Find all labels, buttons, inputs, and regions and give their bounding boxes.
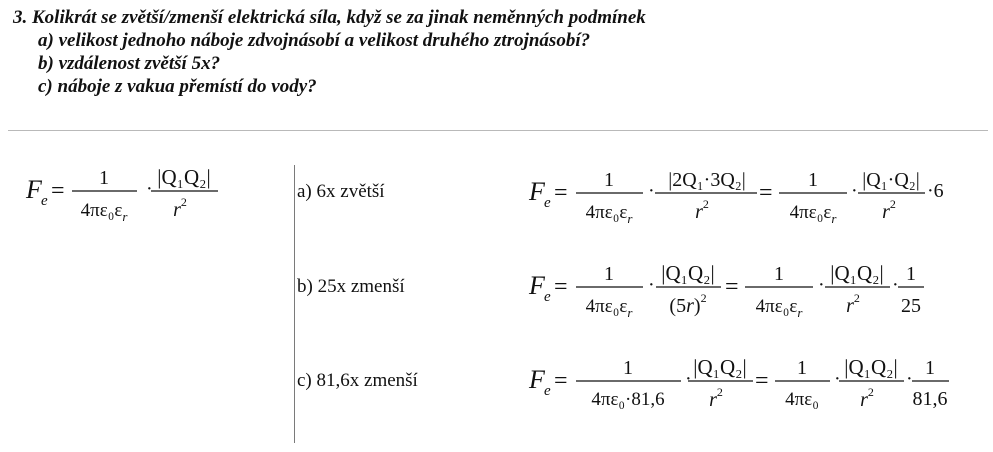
svg-text:(5r)2: $(5r)^2$	[669, 291, 707, 317]
svg-text:e: e	[41, 193, 48, 209]
svg-text:=: =	[554, 180, 568, 206]
svg-text:=: =	[554, 274, 568, 300]
question-item-c: c) náboje z vakua přemístí do vody?	[38, 76, 317, 97]
svg-text:1: 1	[604, 263, 614, 285]
answer-c: c) 81,6x zmenší	[297, 370, 418, 391]
svg-text:e: e	[544, 383, 551, 399]
vertical-divider	[294, 165, 295, 443]
svg-text:1: 1	[797, 357, 807, 379]
question-title: 3. Kolikrát se zvětší/zmenší elektrická síla, když se za jinak neměnných podmínek	[13, 7, 646, 28]
svg-text:|Q₁Q₂|: |Q₁Q₂|	[830, 261, 884, 285]
answer-b: b) 25x zmenší	[297, 276, 405, 297]
question-item-b: b) vzdálenost zvětší 5x?	[38, 53, 221, 74]
formula-c	[525, 348, 965, 418]
svg-text:·: ·	[906, 368, 913, 390]
question-block	[0, 6, 993, 98]
svg-text:r2: $r^2$	[860, 385, 874, 411]
svg-text:F: F	[529, 365, 545, 394]
svg-text:4πε₀εr: $4\pi\varepsilon_0\varepsilon_r$	[755, 296, 803, 320]
svg-text:·: ·	[648, 274, 655, 296]
svg-text:1: 1	[99, 167, 109, 189]
svg-text:r2: $r^2$	[709, 385, 723, 411]
svg-text:·: ·	[834, 368, 841, 390]
svg-text:|2Q₁·3Q₂|: |2Q₁·3Q₂|	[668, 169, 746, 191]
svg-text:·: ·	[818, 274, 825, 296]
svg-text:r2: $r^2$	[695, 197, 709, 223]
svg-text:1: 1	[925, 357, 935, 379]
svg-text:·: ·	[851, 180, 858, 202]
svg-text:e: e	[544, 289, 551, 305]
svg-text:·6: ·6	[927, 180, 944, 202]
answer-a: a) 6x zvětší	[297, 181, 385, 202]
svg-text:=: =	[755, 368, 769, 394]
svg-text:=: =	[51, 178, 65, 204]
svg-text:1: 1	[623, 357, 633, 379]
formula-b	[525, 254, 955, 324]
svg-text:|Q₁·Q₂|: |Q₁·Q₂|	[862, 169, 920, 191]
svg-text:=: =	[554, 368, 568, 394]
svg-text:4πε₀·81,6: 4πε₀·81,6	[591, 389, 665, 410]
svg-text:|Q₁Q₂|: |Q₁Q₂|	[157, 165, 211, 189]
svg-text:·: ·	[146, 178, 153, 200]
svg-text:r2: $r^2$	[846, 291, 860, 317]
svg-text:4πε₀εr: $4\pi\varepsilon_0\varepsilon_r$	[585, 296, 633, 320]
svg-text:·: ·	[892, 274, 899, 296]
svg-text:e: e	[544, 195, 551, 211]
horizontal-divider	[8, 130, 988, 131]
svg-text:1: 1	[604, 169, 614, 191]
svg-text:81,6: 81,6	[912, 388, 948, 410]
svg-text:4πε₀εr: $4\pi\varepsilon_0\varepsilon_r$	[789, 202, 837, 226]
svg-text:25: 25	[901, 295, 921, 317]
svg-text:|Q₁Q₂|: |Q₁Q₂|	[661, 261, 715, 285]
svg-text:·: ·	[685, 368, 692, 390]
svg-text:F: F	[529, 271, 545, 300]
formula-a	[525, 160, 955, 230]
svg-text:1: 1	[774, 263, 784, 285]
svg-text:4πε₀εr: $4\pi\varepsilon_0\varepsilon_r$	[80, 200, 128, 224]
svg-text:|Q₁Q₂|: |Q₁Q₂|	[693, 355, 747, 379]
svg-text:4πε₀: 4πε₀	[785, 389, 819, 410]
svg-text:1: 1	[906, 263, 916, 285]
question-item-a: a) velikost jednoho náboje zdvojnásobí a velikost druhého ztrojnásobí?	[38, 30, 591, 51]
svg-text:=: =	[725, 274, 739, 300]
svg-text:·: ·	[648, 180, 655, 202]
svg-text:4πε₀εr: $4\pi\varepsilon_0\varepsilon_r$	[585, 202, 633, 226]
svg-text:F: F	[529, 177, 545, 206]
svg-text:1: 1	[808, 169, 818, 191]
svg-text:F: F	[26, 175, 42, 204]
svg-text:r2: $r^2$	[173, 195, 187, 221]
coulomb-law-formula	[20, 158, 250, 228]
svg-text:|Q₁Q₂|: |Q₁Q₂|	[844, 355, 898, 379]
svg-text:r2: $r^2$	[882, 197, 896, 223]
svg-text:=: =	[759, 180, 773, 206]
